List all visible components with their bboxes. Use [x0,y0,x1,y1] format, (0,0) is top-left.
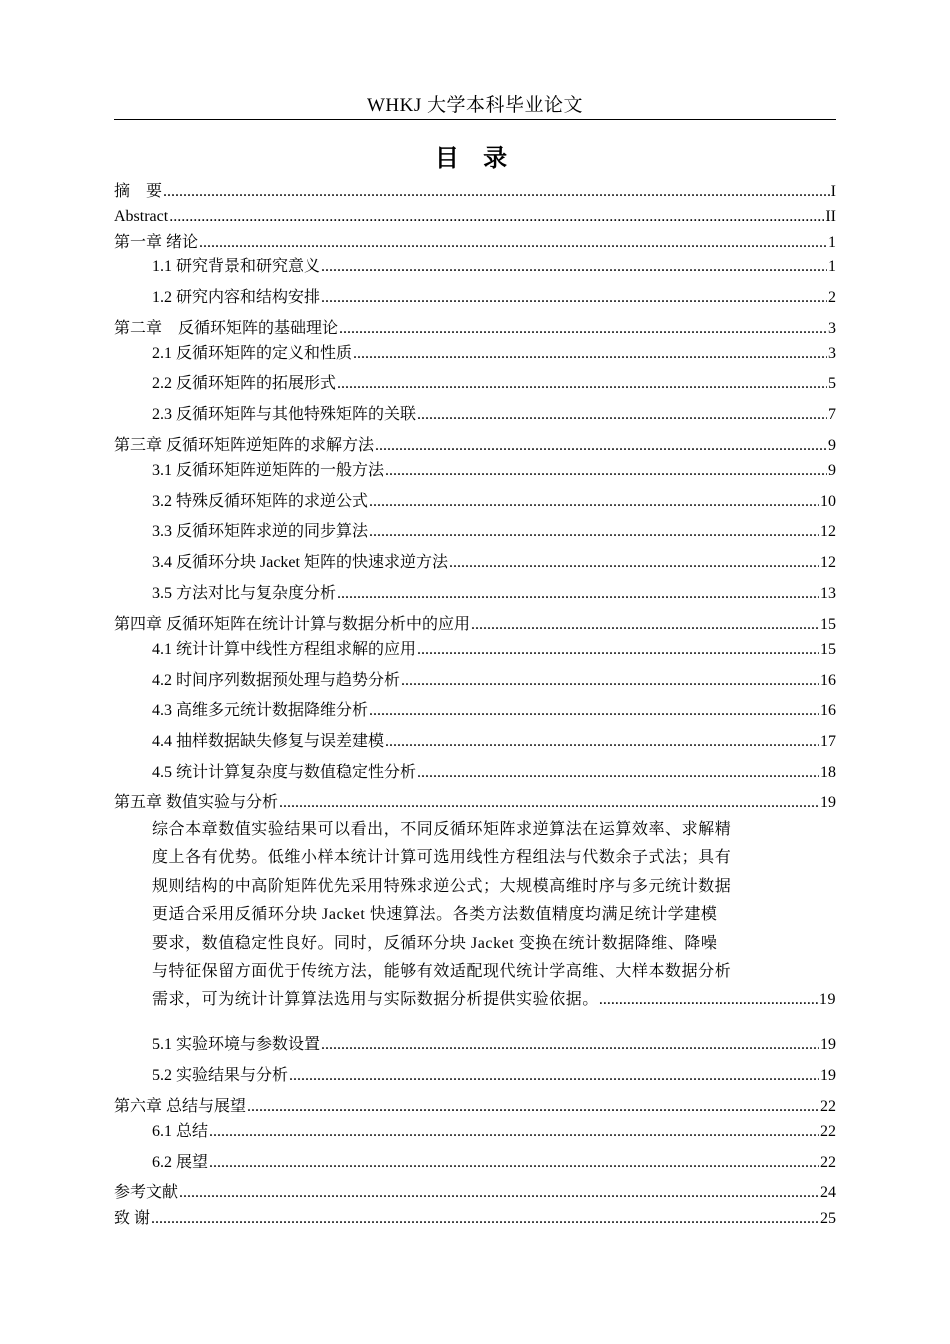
toc-leader-dots [199,233,827,253]
toc-leader-dots [169,207,824,227]
toc-entry-page: II [825,208,836,225]
summary-line: 度上各有优势。低维小样本统计计算可选用线性方程组法与代数余子式法；具有 [152,849,732,867]
toc-leader-dots [209,1153,819,1173]
toc-entry-section-4-5[interactable] [152,761,836,783]
toc-entry-page: 2 [828,289,836,306]
toc-entry-label: 参考文献 [114,1184,179,1201]
toc-entry-page: 15 [820,616,836,633]
toc-leader-dots [471,615,819,635]
toc-entry-page: 15 [820,641,836,658]
toc-entry-label: 摘 要 [114,183,163,200]
toc-leader-dots [279,793,819,813]
toc-entry-label: 第一章 绪论 [114,234,199,251]
toc-entry-label: 致 谢 [114,1210,151,1227]
toc-entry-page: 1 [828,258,836,275]
toc-leader-dots [375,436,827,456]
toc-entry-page: 3 [828,345,836,362]
toc-leader-dots [385,732,819,752]
toc-leader-dots [151,1209,819,1229]
toc-entry-label: 6.2 展望 [152,1154,209,1171]
summary-line: 更适合采用反循环分块 Jacket 快速算法。各类方法数值精度均满足统计学建模 [152,906,718,924]
toc-entry-chapter-5[interactable] [114,791,836,813]
toc-title: 目 录 [434,144,516,172]
toc-leader-dots [385,461,827,481]
toc-entry-label: 4.1 统计计算中线性方程组求解的应用 [152,641,417,658]
toc-entry-section-3-4[interactable] [152,551,836,573]
toc-entry-page: 3 [828,320,836,337]
toc-entry-label: 4.4 抽样数据缺失修复与误差建模 [152,733,385,750]
toc-leader-dots [337,374,827,394]
toc-entry-page: 24 [820,1184,836,1201]
toc-entry-page: 10 [820,493,836,510]
toc-entry-label: 第四章 反循环矩阵在统计计算与数据分析中的应用 [114,616,471,633]
toc-leader-dots [321,1035,819,1055]
header-rule [114,119,836,120]
toc-entry-page: 12 [820,523,836,540]
toc-leader-dots [353,344,827,364]
toc-entry-label: 第六章 总结与展望 [114,1098,247,1115]
page-header: WHKJ 大学本科毕业论文 [366,95,584,116]
toc-entry-label: 3.2 特殊反循环矩阵的求逆公式 [152,493,369,510]
toc-entry-label: 4.5 统计计算复杂度与数值稳定性分析 [152,764,417,781]
toc-leader-dots [339,319,827,339]
toc-entry-chapter-3[interactable] [114,434,836,456]
toc-entry-label: 第五章 数值实验与分析 [114,794,279,811]
toc-entry-chapter-1[interactable] [114,231,836,253]
toc-leader-dots [369,522,819,542]
toc-entry-label: 3.5 方法对比与复杂度分析 [152,585,337,602]
toc-leader-dots [209,1122,819,1142]
toc-entry-references[interactable] [114,1181,836,1203]
toc-entry-section-2-1[interactable] [152,342,836,364]
toc-entry-section-1-1[interactable] [152,255,836,277]
toc-leader-dots [401,671,819,691]
toc-leader-dots [321,288,827,308]
toc-entry-label: 3.3 反循环矩阵求逆的同步算法 [152,523,369,540]
toc-entry-page: 16 [820,672,836,689]
toc-entry-page: 9 [828,437,836,454]
toc-entry-label: 第二章 反循环矩阵的基础理论 [114,320,339,337]
toc-entry-page: 5 [828,375,836,392]
toc-entry-label: Abstract [114,208,169,225]
toc-entry-section-4-1[interactable] [152,638,836,660]
toc-entry-page: I [830,183,836,200]
toc-entry-section-6-1[interactable] [152,1120,836,1142]
toc-entry-page: 19 [818,991,836,1009]
toc-entry-section-3-2[interactable] [152,490,836,512]
toc-leader-dots [179,1183,819,1203]
toc-entry-section-5-1[interactable] [152,1033,836,1055]
summary-line: 要求，数值稳定性良好。同时，反循环分块 Jacket 变换在统计数据降维、降噪 [152,934,718,952]
toc-leader-dots [449,553,819,573]
toc-entry-page: 22 [820,1098,836,1115]
toc-leader-dots [163,182,830,202]
summary-line: 规则结构的中高阶矩阵优先采用特殊求逆公式；大规模高维时序与多元统计数据 [152,877,732,895]
toc-entry-label: 2.2 反循环矩阵的拓展形式 [152,375,337,392]
toc-entry-section-3-3[interactable] [152,520,836,542]
summary-line: 需求，可为统计计算算法选用与实际数据分析提供实验依据。 [152,991,599,1009]
toc-entry-acknowledgements[interactable] [114,1207,836,1229]
toc-entry-label: 1.2 研究内容和结构安排 [152,289,321,306]
toc-entry-section-2-2[interactable] [152,372,836,394]
toc-entry-label: 4.3 高维多元统计数据降维分析 [152,702,369,719]
toc-leader-dots [417,405,827,425]
toc-entry-page: 16 [820,702,836,719]
summary-line: 与特征保留方面优于传统方法，能够有效适配现代统计学高维、大样本数据分析 [152,962,732,980]
toc-entry-page: 19 [820,1067,836,1084]
toc-entry-section-4-3[interactable] [152,699,836,721]
toc-entry-label: 1.1 研究背景和研究意义 [152,258,321,275]
toc-entry-chapter-4[interactable] [114,613,836,635]
toc-entry-section-3-1[interactable] [152,459,836,481]
toc-entry-label: 4.2 时间序列数据预处理与趋势分析 [152,672,401,689]
toc-leader-dots [337,584,819,604]
summary-paragraph [152,816,836,1015]
toc-entry-page: 1 [828,234,836,251]
toc-entry-page: 25 [820,1210,836,1227]
toc-entry-section-6-2[interactable] [152,1151,836,1173]
toc-entry-abstract-en[interactable] [114,205,836,227]
toc-entry-page: 12 [820,554,836,571]
toc-entry-section-2-3[interactable] [152,403,836,425]
toc-leader-dots [289,1066,819,1086]
toc-entry-label: 6.1 总结 [152,1123,209,1140]
toc-entry-label: 2.3 反循环矩阵与其他特殊矩阵的关联 [152,406,417,423]
toc-entry-page: 17 [820,733,836,750]
toc-entry-label: 3.1 反循环矩阵逆矩阵的一般方法 [152,462,385,479]
toc-entry-section-3-5[interactable] [152,582,836,604]
toc-entry-label: 第三章 反循环矩阵逆矩阵的求解方法 [114,437,375,454]
toc-entry-label: 3.4 反循环分块 Jacket 矩阵的快速求逆方法 [152,554,448,571]
toc-leader-dots [247,1097,819,1117]
summary-last-line[interactable] [152,986,836,1014]
toc-entry-page: 9 [828,462,836,479]
toc-leader-dots [369,701,819,721]
toc-leader-dots [417,763,819,783]
toc-leader-dots [369,492,819,512]
toc-entry-page: 18 [820,764,836,781]
toc-entry-section-4-4[interactable] [152,730,836,752]
toc-entry-section-5-2[interactable] [152,1064,836,1086]
toc-entry-chapter-6[interactable] [114,1095,836,1117]
toc-entry-label: 2.1 反循环矩阵的定义和性质 [152,345,353,362]
toc-entry-page: 13 [820,585,836,602]
toc-entry-label: 5.2 实验结果与分析 [152,1067,289,1084]
toc-entry-section-4-2[interactable] [152,669,836,691]
toc-entry-chapter-2[interactable] [114,317,836,339]
toc-entry-label: 5.1 实验环境与参数设置 [152,1036,321,1053]
toc-entry-page: 22 [820,1154,836,1171]
toc-leader-dots [321,257,827,277]
summary-line: 综合本章数值实验结果可以看出，不同反循环矩阵求逆算法在运算效率、求解精 [152,821,732,838]
toc-entry-section-1-2[interactable] [152,286,836,308]
toc-leader-dots [599,986,819,1014]
toc-entry-page: 19 [820,1036,836,1053]
toc-leader-dots [417,640,819,660]
toc-entry-page: 22 [820,1123,836,1140]
toc-entry-page: 7 [828,406,836,423]
toc-entry-page: 19 [820,794,836,811]
toc-entry-abstract-cn[interactable] [114,180,836,202]
